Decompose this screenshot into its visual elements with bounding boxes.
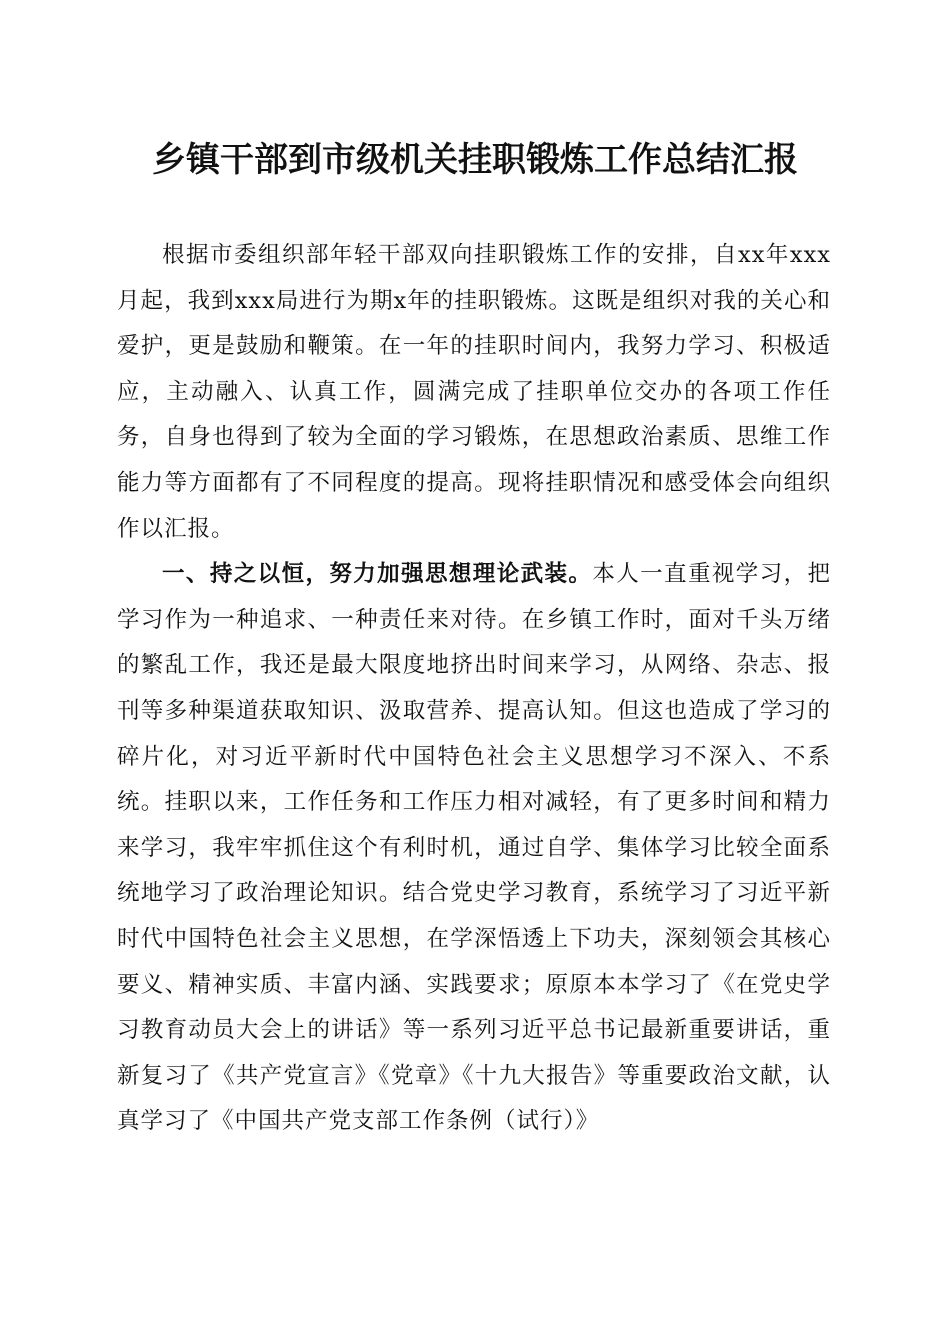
intro-paragraph: 根据市委组织部年轻干部双向挂职锻炼工作的安排，自xx年xxx月起，我到xxx局进行为期x年的挂职锻炼。这既是组织对我的关心和爱护，更是鼓励和鞭策。在一年的挂职时间内，我努力学习、积极适应，主动融入、认真工作，圆满完成了挂职单位交办的各项工作任务，自身也得到了较为全面的学习锻炼，在思想政治素质、思维工作能力等方面都有了不同程度的提高。现将挂职情况和感受体会向组织作以汇报。 (117, 242, 831, 542)
section-1-heading: 一、持之以恒，努力加强思想理论武装。 (162, 561, 593, 588)
section-1-paragraph (117, 552, 831, 1145)
section-1-text: 本人一直重视学习，把学习作为一种追求、一种责任来对待。在乡镇工作时，面对千头万绪的繁乱工作，我还是最大限度地挤出时间来学习，从网络、杂志、报刊等多种渠道获取知识、汲取营养、提高认知。但这也造成了学习的碎片化，对习近平新时代中国特色社会主义思想学习不深入、不系统。挂职以来，工作任务和工作压力相对减轻，有了更多时间和精力来学习，我牢牢抓住这个有利时机，通过自学、集体学习比较全面系统地学习了政治理论知识。结合党史学习教育，系统学习了习近平新时代中国特色社会主义思想，在学深悟透上下功夫，深刻领会其核心要义、精神实质、丰富内涵、实践要求；原原本本学习了《在党史学习教育动员大会上的讲话》等一系列习近平总书记最新重要讲话，重新复习了《共产党宣言》《党章》《十九大报告》等重要政治文献，认真学习了《中国共产党支部工作条例（试行）》 (117, 561, 831, 1135)
document-body (117, 233, 831, 1145)
document-title: 乡镇干部到市级机关挂职锻炼工作总结汇报 (152, 140, 798, 180)
